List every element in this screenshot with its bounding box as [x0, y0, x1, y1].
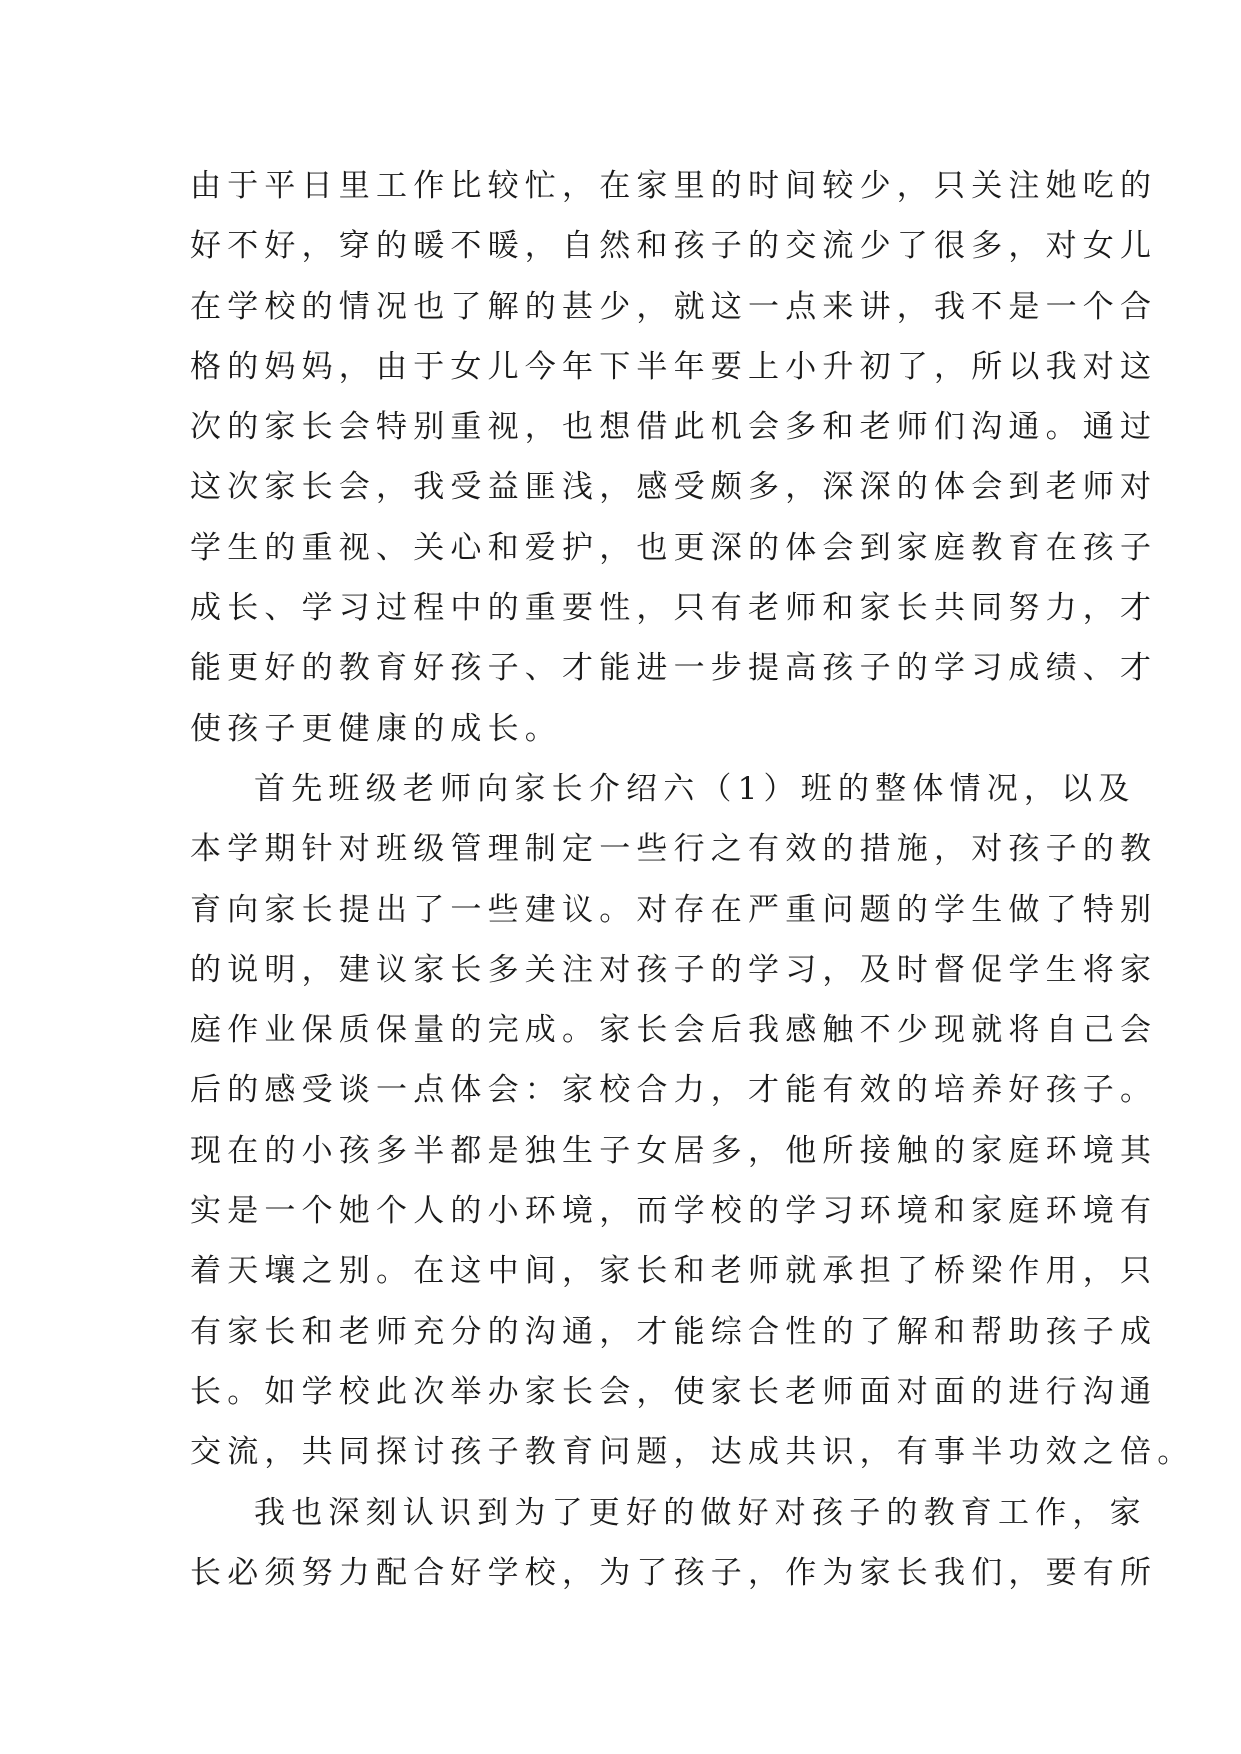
text-line: 在学校的情况也了解的甚少，就这一点来讲，我不是一个合	[190, 288, 1158, 325]
text-line: 有家长和老师充分的沟通，才能综合性的了解和帮助孩子成	[190, 1313, 1158, 1350]
text-line: 使孩子更健康的成长。	[190, 710, 562, 747]
text-line: 次的家长会特别重视，也想借此机会多和老师们沟通。通过	[190, 409, 1158, 446]
text-line: 由于平日里工作比较忙，在家里的时间较少，只关注她吃的	[190, 168, 1158, 204]
text-line: 本学期针对班级管理制定一些行之有效的措施，对孩子的教	[190, 831, 1158, 868]
text-line: 育向家长提出了一些建议。对存在严重问题的学生做了特别	[190, 891, 1158, 928]
text-line: 后的感受谈一点体会：家校合力，才能有效的培养好孩子。	[190, 1072, 1158, 1109]
text-line: 庭作业保质保量的完成。家长会后我感触不少现就将自己会	[190, 1012, 1158, 1049]
text-line: 交流，共同探讨孩子教育问题，达成共识，有事半功效之倍。	[190, 1434, 1195, 1471]
text-line: 现在的小孩多半都是独生子女居多，他所接触的家庭环境其	[190, 1132, 1158, 1169]
text-line: 好不好，穿的暖不暖，自然和孩子的交流少了很多，对女儿	[190, 228, 1158, 265]
body-text	[190, 156, 1195, 1603]
paragraph-first-line: 我也深刻认识到为了更好的做好对孩子的教育工作，家	[254, 1494, 1147, 1531]
text-line: 学生的重视、关心和爱护，也更深的体会到家庭教育在孩子	[190, 529, 1158, 566]
text-line: 格的妈妈，由于女儿今年下半年要上小升初了，所以我对这	[190, 348, 1158, 385]
text-line: 成长、学习过程中的重要性，只有老师和家长共同努力，才	[190, 590, 1158, 627]
text-line: 着天壤之别。在这中间，家长和老师就承担了桥梁作用，只	[190, 1253, 1158, 1290]
text-line: 这次家长会，我受益匪浅，感受颇多，深深的体会到老师对	[190, 469, 1158, 506]
text-line: 长。如学校此次举办家长会，使家长老师面对面的进行沟通	[190, 1373, 1158, 1410]
paragraph-first-line: 首先班级老师向家长介绍六（1）班的整体情况，以及	[254, 770, 1136, 807]
text-line: 实是一个她个人的小环境，而学校的学习环境和家庭环境有	[190, 1193, 1158, 1230]
text-line: 的说明，建议家长多关注对孩子的学习，及时督促学生将家	[190, 951, 1158, 988]
text-line: 长必须努力配合好学校，为了孩子，作为家长我们，要有所	[190, 1554, 1158, 1591]
text-line: 能更好的教育好孩子、才能进一步提高孩子的学习成绩、才	[190, 650, 1158, 687]
